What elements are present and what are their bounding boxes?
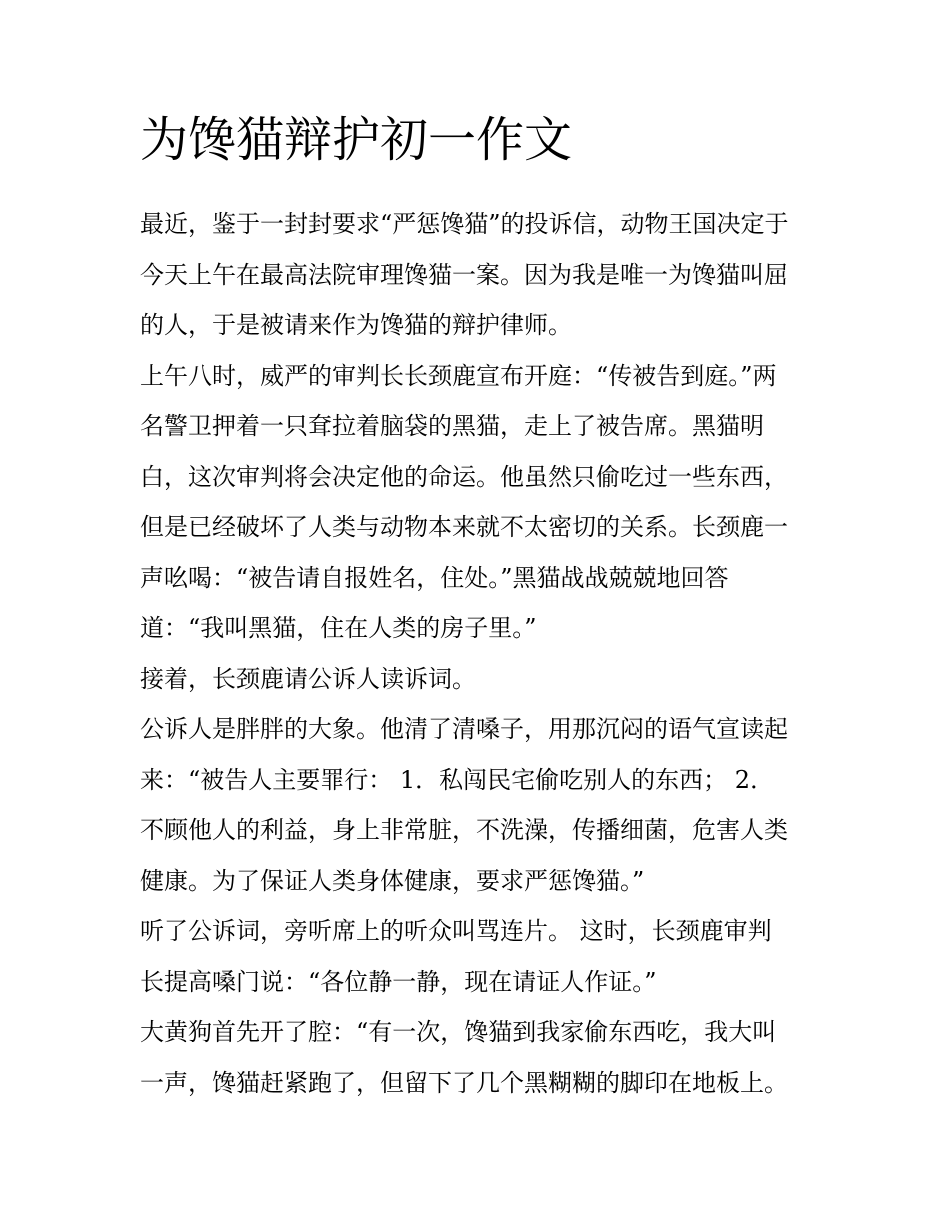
text-line: 大黄狗首先开了腔：“有一次，馋猫到我家偷东西吃，我大叫 — [140, 1018, 777, 1046]
text-line: 道：“我叫黑猫，住在人类的房子里。” — [140, 614, 537, 642]
text-line: 接着，长颈鹿请公诉人读诉词。 — [140, 664, 476, 693]
text-line: 但是已经破坏了人类与动物本来就不太密切的关系。长颈鹿一 — [140, 513, 788, 541]
text-line: 长提高嗓门说：“各位静一静，现在请证人作证。” — [140, 967, 657, 996]
text-line: 一声，馋猫赶紧跑了，但留下了几个黑糊糊的脚印在地板上。 — [140, 1068, 788, 1097]
text-line: 公诉人是胖胖的大象。他清了清嗓子，用那沉闷的语气宣读起 — [140, 715, 788, 743]
text-line: 名警卫押着一只耷拉着脑袋的黑猫，走上了被告席。黑猫明 — [140, 412, 764, 440]
text-line: 健康。为了保证人类身体健康，要求严惩馋猫。” — [140, 866, 645, 895]
document-body — [140, 199, 820, 1108]
text-line: 不顾他人的利益，身上非常脏，不洗澡，传播细菌，危害人类 — [140, 816, 788, 844]
text-line: 听了公诉词，旁听席上的听众叫骂连片。 这时，长颈鹿审判 — [140, 917, 772, 945]
text-line: 白，这次审判将会决定他的命运。他虽然只偷吃过一些东西， — [140, 462, 788, 491]
text-line: 最近，鉴于一封封要求“严惩馋猫”的投诉信，动物王国决定于 — [140, 210, 789, 238]
text-line: 来：“被告人主要罪行： 1．私闯民宅偷吃别人的东西； 2． — [140, 765, 775, 794]
text-line: 声吆喝：“被告请自报姓名，住处。”黑猫战战兢兢地回答 — [140, 563, 729, 592]
text-line: 今天上午在最高法院审理馋猫一案。因为我是唯一为馋猫叫屈 — [140, 260, 788, 289]
text-line: 上午八时，威严的审判长长颈鹿宣布开庭：“传被告到庭。”两 — [140, 361, 777, 390]
document-title: 为馋猫辩护初一作文 — [140, 112, 573, 168]
text-line: 的人，于是被请来作为馋猫的辩护律师。 — [140, 311, 572, 339]
